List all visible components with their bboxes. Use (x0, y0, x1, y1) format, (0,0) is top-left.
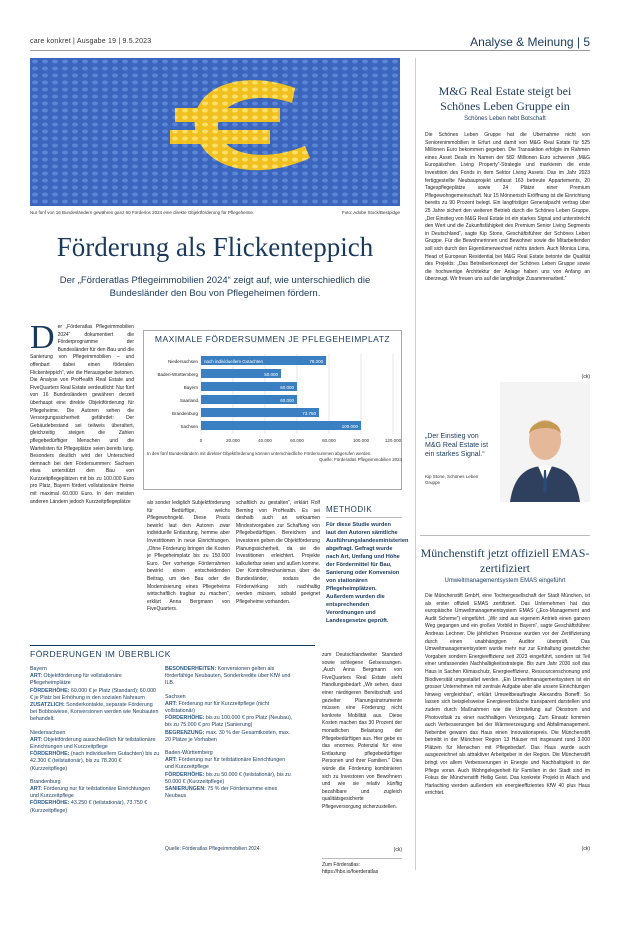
sidebar-divider (415, 58, 416, 870)
overview-row-value: Förderung nur für teilstationäre Einrichtungen und Kurzzeitpflege (165, 757, 286, 771)
overview-row (165, 772, 295, 786)
overview-state-block (30, 779, 160, 815)
chart-x-tick-label: 60.000 (290, 438, 304, 443)
photo-caption (30, 210, 400, 215)
method-text: Für diese Studie wurden laut den Autoren sämtliche Ausführungslandesministerien abgefragt. Gefragt wurde nach Art, Umfang und Höhe der Fördermittel für Bau, Sanierung oder Konversion von stationären Pflegeheimplätzen. Außerdem wurden die entsprechenden Verordnungen und Landesgesetze geprüft. (326, 522, 409, 624)
overview-state-name: Baden-Württemberg (165, 750, 213, 757)
footnote-url: https://hbx.io/foerderatlas (322, 869, 379, 876)
chart-category-label: Brandenburg (171, 411, 198, 416)
overview-row-value: Objektförderung für vollstationäre Pflegeheimplätze (30, 673, 122, 687)
side2-text: Die Münchenstift GmbH, eine Tochtergesellschaft der Stadt München, ist als erster offiziell EMAS zertifiziert. Das Unternehmen hat das europäische Umweltmanagementsystem EMAS („Eco-Management and Audit Scheme“) eingeführt. „Wir sind aus eigenem Antrieb einen ganzen Weg gegangen und ein großes Vorbild in Bayern“, sagte Geschäftsführer Andreas Lechner. Die jährlichen Prozesse wurden vor der Zertifizierung durch einen unabhängigen Auditor überprüft. Das Umweltmanagementsystem wurde mehr nur zur Einhaltung gesetzlicher Vorgaben sondern Energieeffizienz seit 2023 eingeführt, sondern ist Teil einer umfassenden Nachhaltigkeitsstrategie. Bis zum Jahr 2030 soll das Haus in Sachen Klimaschutz, Energieeffizienz, Ressourcenschonung und Biodiversität umgestaltet werden. „Ein Umweltmanagementsystem ist ein grosser Unternehmen mit zentrale Aufgabe aber alle unsere Einrichtungen hinweg vergleichbar“, erklärt Umweltbeauftragte Alexandra Boneff. So lassen sich beispielsweise Energieverbräuche transparent darstellen und zudem durch Maßnahmen wie die Umstellung auf Ökostrom und Photovoltaik zu einer nachhaltigen Versorgung. Zum Einsatz kommen auch Verbesserungen bei der Wärmeerzeugung und Abfallmanagement. Nebenbei gewann das Haus einen Innovationspreis. Die Münchenstift betreibt in der Münchner Region 13 Häuser mit insgesamt rund 3.000 Plätzen für Menschen mit Pflegebedarf. Das Haus wurde auch ausgezeichnet als attraktiver Arbeitgeber in der Region. Die Münchenstift bringt vor allem Verbesserungen in Energie und Nachhaltigkeit in der Pflege voran. Auch Wohngelegenheit für Familien in der Stadt sind im Fokus der Münchenstift Heilig Geist. Das konkrete Projekt in Allach und Harlaching werden außerdem ein energieeffizientes KfW 40 plus Haus errichtet. (425, 593, 590, 797)
overview-row (165, 730, 295, 744)
overview-state-block (30, 730, 160, 773)
chart-category-label: Sachsen (180, 424, 198, 429)
overview-row (30, 786, 160, 800)
footnote-label: Zum Förderatlas: (322, 861, 361, 868)
chart-bar (201, 421, 361, 430)
chart-value-label: 60.000 (280, 398, 294, 403)
chart-x-tick-label: 120.000 (384, 438, 402, 443)
side2-author: (ck) (581, 846, 590, 852)
chart-value-label: 73.750 (302, 411, 316, 416)
overview-state-name: Niedersachsen (30, 729, 66, 736)
side2-subtitle: Umweltmanagementsystem EMAS eingeführt (444, 578, 566, 584)
article-column-1 (30, 324, 134, 624)
overview-source: Quelle: Förderatlas Pflegeimmobilien 2024 (165, 846, 260, 852)
method-title: METHODIK (326, 505, 373, 514)
method-rule (326, 517, 402, 518)
overview-row (30, 800, 160, 814)
overview-row-value: (nach individuellem Gutachten) bis zu 42.300 € (teilstationär), bis zu 78.200 € (Kurzzeitpflege) (30, 751, 160, 772)
lego-euro-illustration (30, 58, 400, 206)
chart-value-label: 100.000 (341, 424, 358, 429)
page-header-right: Analyse & Meinung | 5 (470, 35, 590, 49)
chart-x-tick-label: 0 (199, 438, 203, 443)
overview-row-key: ART: (30, 673, 44, 680)
chart-x-tick-label: 40.000 (258, 438, 272, 443)
article-column-4: zum Deutschlandweiter Standard sowie schlegene Gelsessungen. „Auch Anna Bergmann von FiveQuarters Real Estate sieht Handlungsbedarf: „Wir sehen, dass einer niedrigeren Bereitschaft und gezielter Planungsinstrumente müssen eine Förderung nicht konkrete Mobilität aus. Diese Kosten machen das 30 Prozent der monatlichen Belastung der Pflegebedürftigen aus. Hier gebe es das enormes Potenzial für eine Entlastung pflegebedürftiger Personen und ihrer Familien.“ Dies würde die Förderung kombinieren sich zu Investoren von Bewohnern und wie sie relativ künftig bezahlbare und zugleich qualitätsgesicherte Pflegeversorgung sicherzustellen. (322, 652, 402, 810)
overview-state-block (165, 750, 295, 800)
drop-cap: D (30, 324, 55, 356)
article-lead: Der „Förderatlas Pflegeimmobilien 2024“ zeigt auf, wie unterschiedlich die Bundesländer den Bou von Pflegeheimen fördern. (59, 275, 371, 299)
overview-row-key: ZUSATZLICH: (30, 702, 67, 709)
overview-right-column (165, 666, 295, 806)
article-author: (ck) (393, 847, 402, 853)
overview-row (165, 715, 295, 729)
overview-row-value: Förderung nur für Kurzzeitpflege (nicht vollstationär) (165, 700, 270, 715)
chart-title: MAXIMALE FÖRDERSUMMEN JE PFLEGEHEIMPLATZ (154, 334, 391, 344)
overview-row (30, 688, 160, 702)
overview-row-key: ART: (30, 736, 44, 743)
overview-state-block (165, 666, 295, 688)
overview-row-value: 75 % der Fördersumme eines Neubaus (165, 786, 278, 800)
overview-row-value: 60.000 € je Platz (Standard); 60.000 € je Platz bei Erhöhung in den sozialen Nahraum (30, 687, 157, 701)
chart-caption (147, 451, 402, 463)
chart-category-label: Niedersachsen (167, 359, 198, 364)
portrait-illustration (500, 382, 590, 502)
article-title: Förderung als Flickenteppich (56, 232, 374, 262)
overview-row (30, 702, 160, 724)
overview-row-key: FÖRDERHÖHE: (30, 687, 71, 694)
overview-row-value: Förderung nur für teilstationäre Einrichtungen und Kurzzeitpflege (30, 786, 151, 800)
overview-state-block (30, 666, 160, 724)
overview-row-value: bis zu 50.000 € (teilstationär), bis zu 50.000 € (Kurzzeitpflege) (165, 771, 291, 785)
overview-state-name: Bayern (30, 666, 47, 672)
overview-row (30, 737, 160, 751)
overview-row-key: ART: (165, 700, 179, 707)
overview-row-key: FÖRDERHÖHE: (165, 715, 206, 722)
chart-category-label: Baden-Württemberg (157, 372, 198, 377)
side1-title: M&G Real Estate steigt bei Schönes Leben Gruppe ein (438, 84, 572, 113)
overview-row (165, 786, 295, 800)
article-author-col4 (322, 847, 402, 877)
article-column-2: als sonder lediglich Subjektförderung für Bedürftige, welchs Pflegewohngeld. Diese Praxis bewirkt laut den Autoren zwar individuelle Entlastung, hemme aber Investitionen in neue Einrichtungen. „Ohne Förderung bringen die Kosten je Pflegeheimplatz bis zu 150.000 Euro. Der vorherige Förderrahmen bewirkt einen entscheidenden Beitrag, um den Bau oder die Modernisierung eines Pflegeheims wirtschaftlich tragbar zu machen“, erklärt Anna Bergmann von FiveQuarters. (147, 500, 230, 613)
chart-annotation: nach individuellem Gutachten (204, 359, 264, 364)
portrait-photo (500, 382, 590, 502)
overview-row (30, 751, 160, 773)
overview-row-key: BESONDERHEITEN: (165, 666, 218, 672)
lego-euro-photo (30, 58, 400, 206)
chart-x-tick-label: 80.000 (322, 438, 336, 443)
chart-value-label: 78.200 (309, 359, 324, 364)
overview-row (30, 673, 160, 687)
header-rule (30, 50, 590, 51)
overview-row-value: Objektförderung ausschließlich für teilstationäre Einrichtungen und Kurzzeitpflege (30, 736, 156, 751)
chart-source: Quelle: Förderatlas Pflegeimmobilien 2024 (319, 457, 402, 462)
method-box (326, 505, 409, 635)
overview-row-key: ART: (165, 757, 179, 764)
overview-row-key: FÖRDERHÖHE: (30, 751, 71, 758)
footnote-rule (322, 858, 402, 859)
chart-category-label: Bayern (183, 385, 198, 390)
article-column-3: schaftlich zu gestalten“, erklärt Rolf Berning von ProHealth. Es sei deshalb auch an wirksamen Mindestvorgaben zur Schaffung von Pflegebedürftigen. Bereichern und Investoren geben die Objektförderung Planungssicherheit, da sie die Investitionen erleichtert. Projekte kalkulierbar seien und außen komme. Der Kontrollmechanismus über die Bundesländer, sodass die Förderwirkung sich nachhaltig werden müssen, sobald geeignet Pflegeheime vorhanden. (236, 500, 320, 605)
photo-credit: Foto: Adobe Stock/Bestpidge (341, 210, 400, 215)
overview-row-value: bis zu 100.000 € pro Platz (Neubau), bis zu 75.000 € pro Platz (Sanierung) (165, 715, 293, 729)
overview-row-value: max. 30 % der Gesamtkosten, max. 20 Plätze je Vorhaben (165, 729, 291, 743)
overview-state-block (165, 694, 295, 744)
overview-left-column (30, 666, 160, 821)
overview-state-name: Brandenburg (30, 778, 61, 785)
pull-quote-caption: Kip Stone, Schönes Leben Gruppe (425, 474, 479, 485)
side-section-rule (420, 535, 590, 536)
chart-x-tick-label: 20.000 (226, 438, 240, 443)
side1-subtitle: Schönes Leben hebt Botschaft (464, 116, 546, 122)
pull-quote: „Der Einstieg von M&G Real Estate ist ein starkes Signal.“ (425, 433, 489, 458)
overview-row (165, 757, 295, 771)
overview-row-key: BEGRENZUNG: (165, 729, 206, 736)
overview-row-value: Sonderkontakte, separate Förderung bei Bobbowiese, Konversionen werden wie Neubauten behandelt. (30, 702, 159, 723)
overview-row (165, 666, 295, 688)
chart-value-label: 60.000 (280, 385, 294, 390)
overview-title: FÖRDERUNGEN IM ÜBERBLICK (30, 649, 171, 659)
overview-row-key: SANIERUNGEN: (165, 786, 208, 793)
chart-value-label: 50.000 (264, 372, 278, 377)
page-header-left: care konkret | Ausgabe 19 | 9.5.2023 (30, 38, 152, 45)
side2-title: Münchenstift jetzt offiziell EMAS-zertifiziert (420, 546, 590, 575)
chart-x-tick-label: 100.000 (352, 438, 370, 443)
overview-row-value: 43.250 € (teilstationär), 73.750 € (Kurzzeitpflege) (30, 800, 148, 814)
bar-chart (143, 346, 402, 450)
side1-author: (ck) (581, 374, 590, 380)
side1-text: Die Schönes Leben Gruppe hat die Übernahme nicht von Seniorenimmobilien in Erfurt und damit von M&G Real Estate für 525 Millionen Euro bekommen gegeben. Die Transaktion erfolgte im Rahmen eines Asset Deals im Namen der 582 Millionen Euro schweren „M&G Europäischen Living Property“-Strategie und markieren die erste Investition des Fonds in dem Sektor Living Assets. Das im Jahr 2023 fertiggestellte Neubauprojekt umfasst 163 betreute Appartements, 20 Tagespflegeplätze sowie 24 Plätze einer Premium Pflegewohngemeinschaft. Nur 15 Mönnerisch Eröffnung ist die Einrichtung bereits zu 90 Prozent belegt. Ein langfristiger Generalpacht vertrag über 25 Jahre sichert den weiteren Betrieb durch die Schönes Leben Gruppe. „Der Einstieg von M&G Real Estate ist ein starkes Signal und unterstreicht den Wert und die Zukunftsfähigkeit des Premium Senior Living Segments in Deutschland“, sagte Kip Stone, Geschäftsführer der Schönes Leben Gruppe. Für die Bewohnerinnen und Bewohner sowie die Mitarbeitenden soll sich durch den Eigentümerwechsel nichts ändern. Auch Monica Lima, Head of European Residential bei M&G Real Estate betonte die Qualität des Projekts: „Das Betreiberkonzept der Schönes Leben Gruppe sowie die hochwertige Architektur der Anlage haben uns von Anfang an überzeugt. Wir freuen uns auf die langfristige Zusammenarbeit.“ (425, 132, 590, 283)
chart-category-label: Saarland (179, 398, 198, 403)
overview-row-key: FÖRDERHÖHE: (165, 771, 206, 778)
article-col1-text: er „Förderatlas Pflegeimmobilien 2024“ dokumentiert die Förderprogramme der Bundesländer für den Bau und die Sanierung von Pflegeimmobilien – und offenbart dabei einen föderalen Flickenteppich“, wie die Herausgeber betonen. Die Analyse von ProHealth Real Estate und FiveQuarters Real Estate verdeutlicht: Nur fünf von 16 Bundesländern gewähren derzeit überhaupt eine direkte Objektförderung für Pflegeheime. Die Autoren sehen die Versorgungssicherheit gefährdet: Der Gebäudebestand sei teilweis überaltert, gleichzeitig steigen die Zahlen pflegebedürftiger Menschen und die Wartelisten für Pflegeplätze seien bereits lang. Besonders deutlich wird der Unterschied demnach bei den Fördersummen: Sachsen etwa unterstützt den Bau von Kurzzeitpflegeplätzen mit bis zu 100.000 Euro pro Platz, Bayern fördert vollstationäre Heime mit maximal 60.000 Euro. In den meisten anderen Ländern jedoch Kurzzeitpflegeplätze (30, 324, 134, 505)
photo-caption-text: Nur fünf von 16 Bundesländern gewähren ganz 60 Förderlos 2024 eine direkte Objektförderung für Pflegeheime. (30, 210, 255, 215)
overview-state-name: Sachsen (165, 693, 186, 700)
overview-row-value: Konversionen gelten als förderfähige Neubauten, Sonderkredite über KfW und ILB. (165, 666, 291, 687)
chart-caption-text: In den fünf Bundesländern mit direkter Objektförderung können unterschiedliche Fördersummen abgerufen werden. (147, 451, 372, 456)
overview-row-key: ART: (30, 786, 44, 793)
overview-row (165, 701, 295, 715)
overview-row-key: FÖRDERHÖHE: (30, 800, 71, 807)
